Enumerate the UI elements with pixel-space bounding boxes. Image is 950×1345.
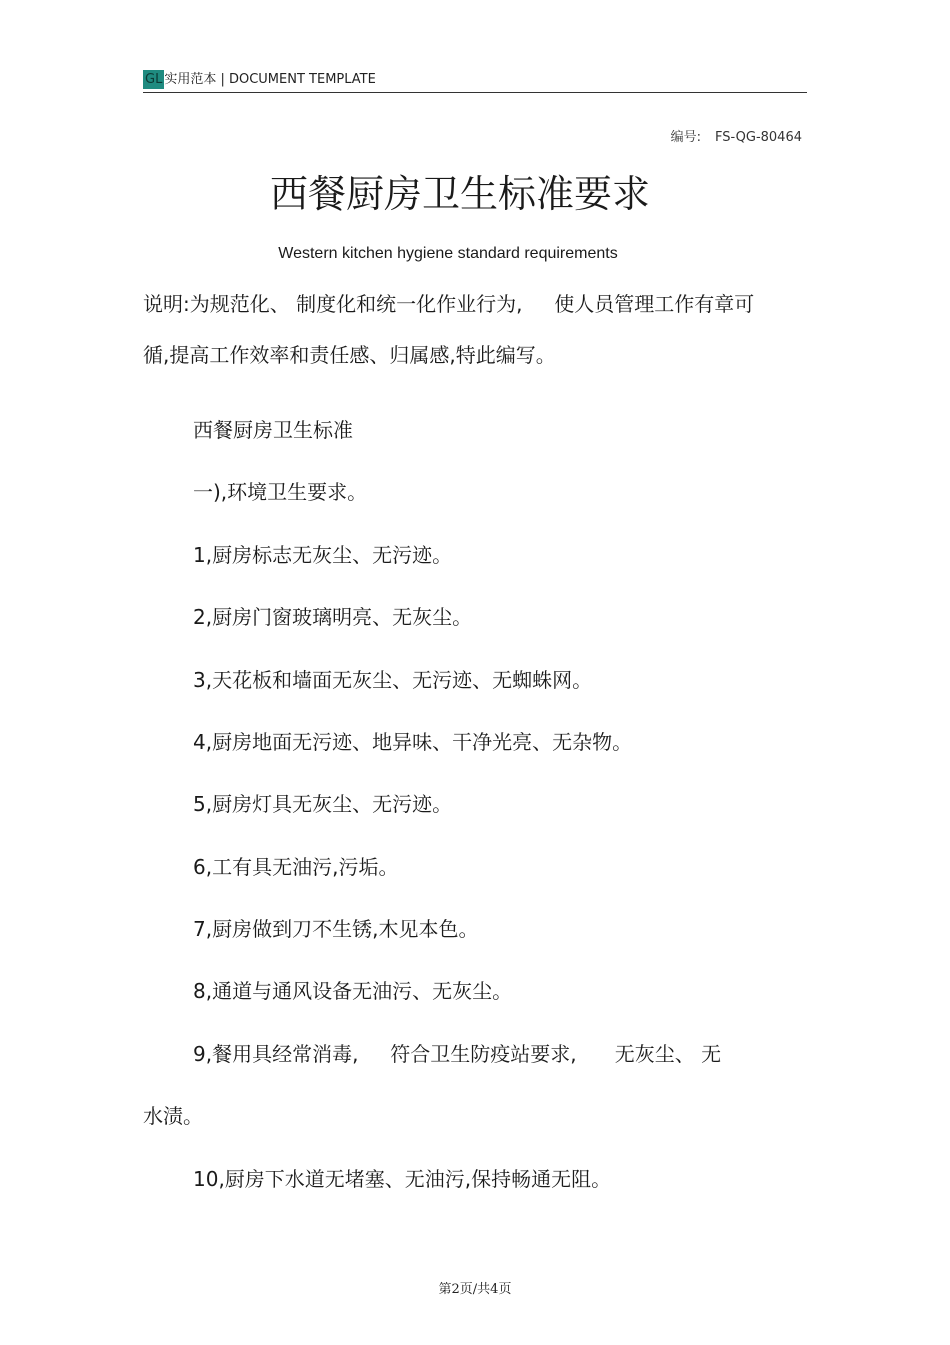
document-header	[143, 70, 807, 93]
section-heading: 西餐厨房卫生标准	[193, 418, 353, 442]
list-item: 2,厨房门窗玻璃明亮、无灰尘。	[193, 605, 473, 629]
list-item: 6,工有具无油污,污垢。	[193, 855, 399, 879]
list-item-9-line-2: 水渍。	[143, 1104, 203, 1128]
list-item: 8,通道与通风设备无油污、无灰尘。	[193, 979, 513, 1003]
page-footer: 第2页/共4页	[438, 1282, 512, 1297]
page-title: 西餐厨房卫生标准要求	[269, 172, 650, 216]
document-number-value: FS-QG-80464	[714, 130, 802, 145]
list-item: 1,厨房标志无灰尘、无污迹。	[193, 543, 453, 567]
header-text: 实用范本 | DOCUMENT TEMPLATE	[164, 72, 376, 87]
document-number	[671, 126, 802, 145]
list-item: 7,厨房做到刀不生锈,木见本色。	[193, 917, 479, 941]
document-number-label: 编号:	[670, 130, 701, 145]
description-line-2: 循,提高工作效率和责任感、归属感,特此编写。	[143, 343, 556, 367]
list-item-10: 10,厨房下水道无堵塞、无油污,保持畅通无阻。	[193, 1167, 612, 1191]
list-item: 4,厨房地面无污迹、地异味、干净光亮、无杂物。	[193, 730, 633, 754]
description-line-1: 说明:为规范化、 制度化和统一化作业行为, 使人员管理工作有章可	[143, 292, 755, 316]
subsection-heading: 一),环境卫生要求。	[193, 480, 368, 504]
list-item: 3,天花板和墙面无灰尘、无污迹、无蜘蛛网。	[193, 668, 593, 692]
list-item-9-line-1: 9,餐用具经常消毒, 符合卫生防疫站要求, 无灰尘、 无	[193, 1042, 722, 1066]
list-item: 5,厨房灯具无灰尘、无污迹。	[193, 792, 453, 816]
gl-logo: GL	[145, 72, 163, 87]
page-subtitle: Western kitchen hygiene standard requirements	[278, 245, 618, 262]
